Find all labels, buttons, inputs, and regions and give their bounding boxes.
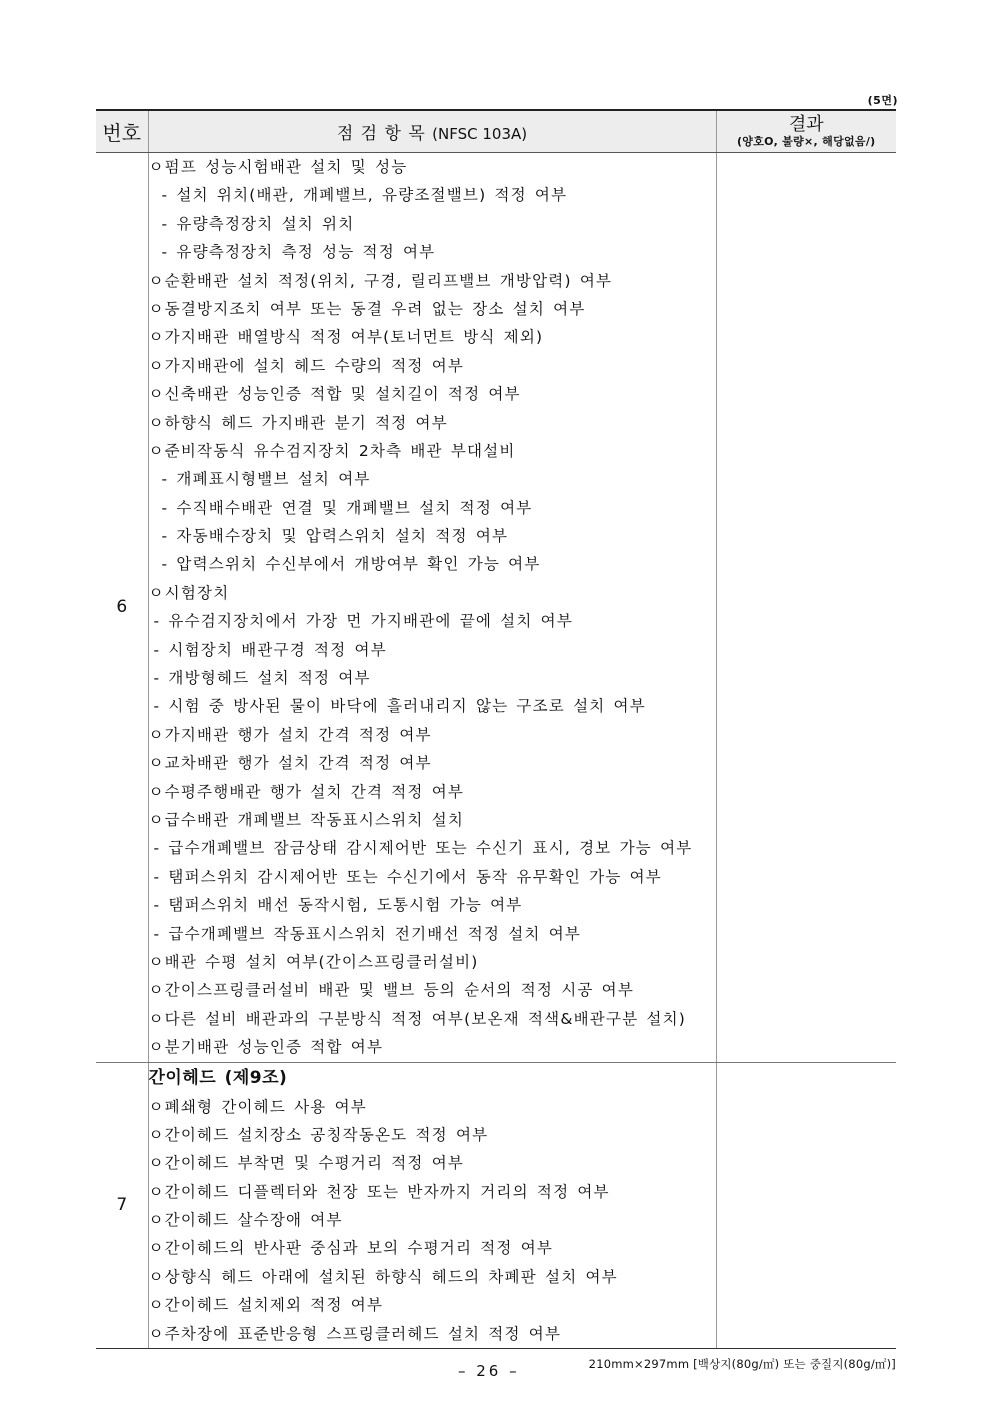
check-item: ㅇ간이헤드 디플렉터와 천장 또는 반자까지 거리의 적정 여부 [148,1182,610,1201]
table-header-row [96,110,896,153]
check-item: ㅇ동결방지조치 여부 또는 동결 우려 없는 장소 설치 여부 [148,299,586,318]
inspection-checklist-table [96,109,896,1349]
check-item: ㅇ배관 수평 설치 여부(간이스프링클러설비) [148,952,479,971]
check-sub-item: - 급수개폐밸브 작동표시스위치 전기배선 적정 설치 여부 [153,924,582,943]
check-item: ㅇ폐쇄형 간이헤드 사용 여부 [148,1097,367,1116]
check-sub-item: - 수직배수배관 연결 및 개폐밸브 설치 적정 여부 [161,498,533,517]
section-row [96,1062,896,1349]
check-sub-item: - 유량측정장치 설치 위치 [161,214,355,233]
check-sub-item: - 탬퍼스위치 감시제어반 또는 수신기에서 동작 유무확인 가능 여부 [153,867,662,886]
header-result [716,110,896,153]
check-sub-item: - 설치 위치(배관, 개폐밸브, 유량조절밸브) 적정 여부 [161,186,568,205]
check-sub-item: - 탬퍼스위치 배선 동작시험, 도통시험 가능 여부 [153,896,523,915]
check-item: ㅇ펌프 성능시험배관 설치 및 성능 [148,158,408,176]
check-item: ㅇ가지배관에 설치 헤드 수량의 적정 여부 [148,356,465,375]
check-sub-item: - 시험 중 방사된 물이 바닥에 흘러내리지 않는 구조로 설치 여부 [153,697,646,716]
page-label: (5면) [867,94,898,107]
result-cell[interactable] [716,1062,896,1349]
check-sub-item: - 개폐표시형밸브 설치 여부 [161,470,371,489]
check-item: ㅇ주차장에 표준반응형 스프링클러헤드 설치 적정 여부 [148,1324,562,1343]
check-item: ㅇ수평주행배관 행가 설치 간격 적정 여부 [148,782,465,801]
check-sub-item: - 시험장치 배관구경 적정 여부 [153,640,387,659]
check-item: ㅇ상향식 헤드 아래에 설치된 하향식 헤드의 차폐판 설치 여부 [148,1267,618,1286]
check-item: ㅇ가지배관 행가 설치 간격 적정 여부 [148,725,432,744]
result-cell[interactable] [716,153,896,1063]
check-item: ㅇ하향식 헤드 가지배관 분기 적정 여부 [148,413,448,432]
check-item: ㅇ시험장치 [148,583,230,602]
check-sub-item: - 유량측정장치 측정 성능 적정 여부 [161,243,436,262]
check-item: ㅇ간이헤드 부착면 및 수평거리 적정 여부 [148,1154,465,1173]
check-item: ㅇ간이스프링클러설비 배관 및 밸브 등의 순서의 적정 시공 여부 [148,981,635,1000]
paper-spec: 210mm×297mm [백상지(80g/㎡) 또는 중질지(80g/㎡)] [588,1357,896,1371]
check-item: ㅇ간이헤드 설치제외 적정 여부 [148,1296,384,1315]
page-number: – 26 – [458,1362,520,1380]
header-result-label: 결과 [788,113,824,135]
check-item: ㅇ간이헤드의 반사판 중심과 보의 수평거리 적정 여부 [148,1239,554,1258]
check-sub-item: - 유수검지장치에서 가장 먼 가지배관에 끝에 설치 여부 [153,612,573,631]
section-number: 7 [96,1062,148,1349]
check-sub-item: - 압력스위치 수신부에서 개방여부 확인 가능 여부 [161,555,541,574]
check-item: ㅇ가지배관 배열방식 적정 여부(토너먼트 방식 제외) [148,328,544,347]
header-result-legend: (양호O, 불량×, 해당없음/) [736,134,876,148]
section-number: 6 [96,153,148,1063]
check-item: ㅇ간이헤드 살수장애 여부 [148,1211,343,1230]
check-item: ㅇ급수배관 개폐밸브 작동표시스위치 설치 [148,810,464,829]
header-item-label: 점 검 항 목 [336,124,426,144]
check-item: ㅇ교차배관 행가 설치 간격 적정 여부 [148,754,432,773]
check-sub-item: - 자동배수장치 및 압력스위치 설치 적정 여부 [161,527,509,546]
header-item-standard: (NFSC 103A) [432,125,528,143]
header-number: 번호 [96,110,148,153]
check-sub-item: - 개방형헤드 설치 적정 여부 [153,669,371,688]
check-item: ㅇ다른 설비 배관과의 구분방식 적정 여부(보온재 적색&배관구분 설치) [148,1009,687,1028]
check-sub-item: - 급수개폐밸브 잠금상태 감시제어반 또는 수신기 표시, 경보 가능 여부 [153,839,693,858]
section-items [148,153,716,1063]
check-item: ㅇ준비작동식 유수검지장치 2차측 배관 부대설비 [148,441,516,460]
section-heading: 간이헤드 (제9조) [148,1067,288,1088]
check-item: ㅇ간이헤드 설치장소 공칭작동온도 적정 여부 [148,1125,489,1144]
check-item: ㅇ분기배관 성능인증 적합 여부 [148,1038,384,1057]
header-inspection-item [148,110,716,153]
section-row [96,153,896,1063]
section-items [148,1062,716,1349]
check-item: ㅇ신축배관 성능인증 적합 및 설치길이 적정 여부 [148,385,521,404]
check-item: ㅇ순환배관 설치 적정(위치, 구경, 릴리프밸브 개방압력) 여부 [148,271,613,290]
